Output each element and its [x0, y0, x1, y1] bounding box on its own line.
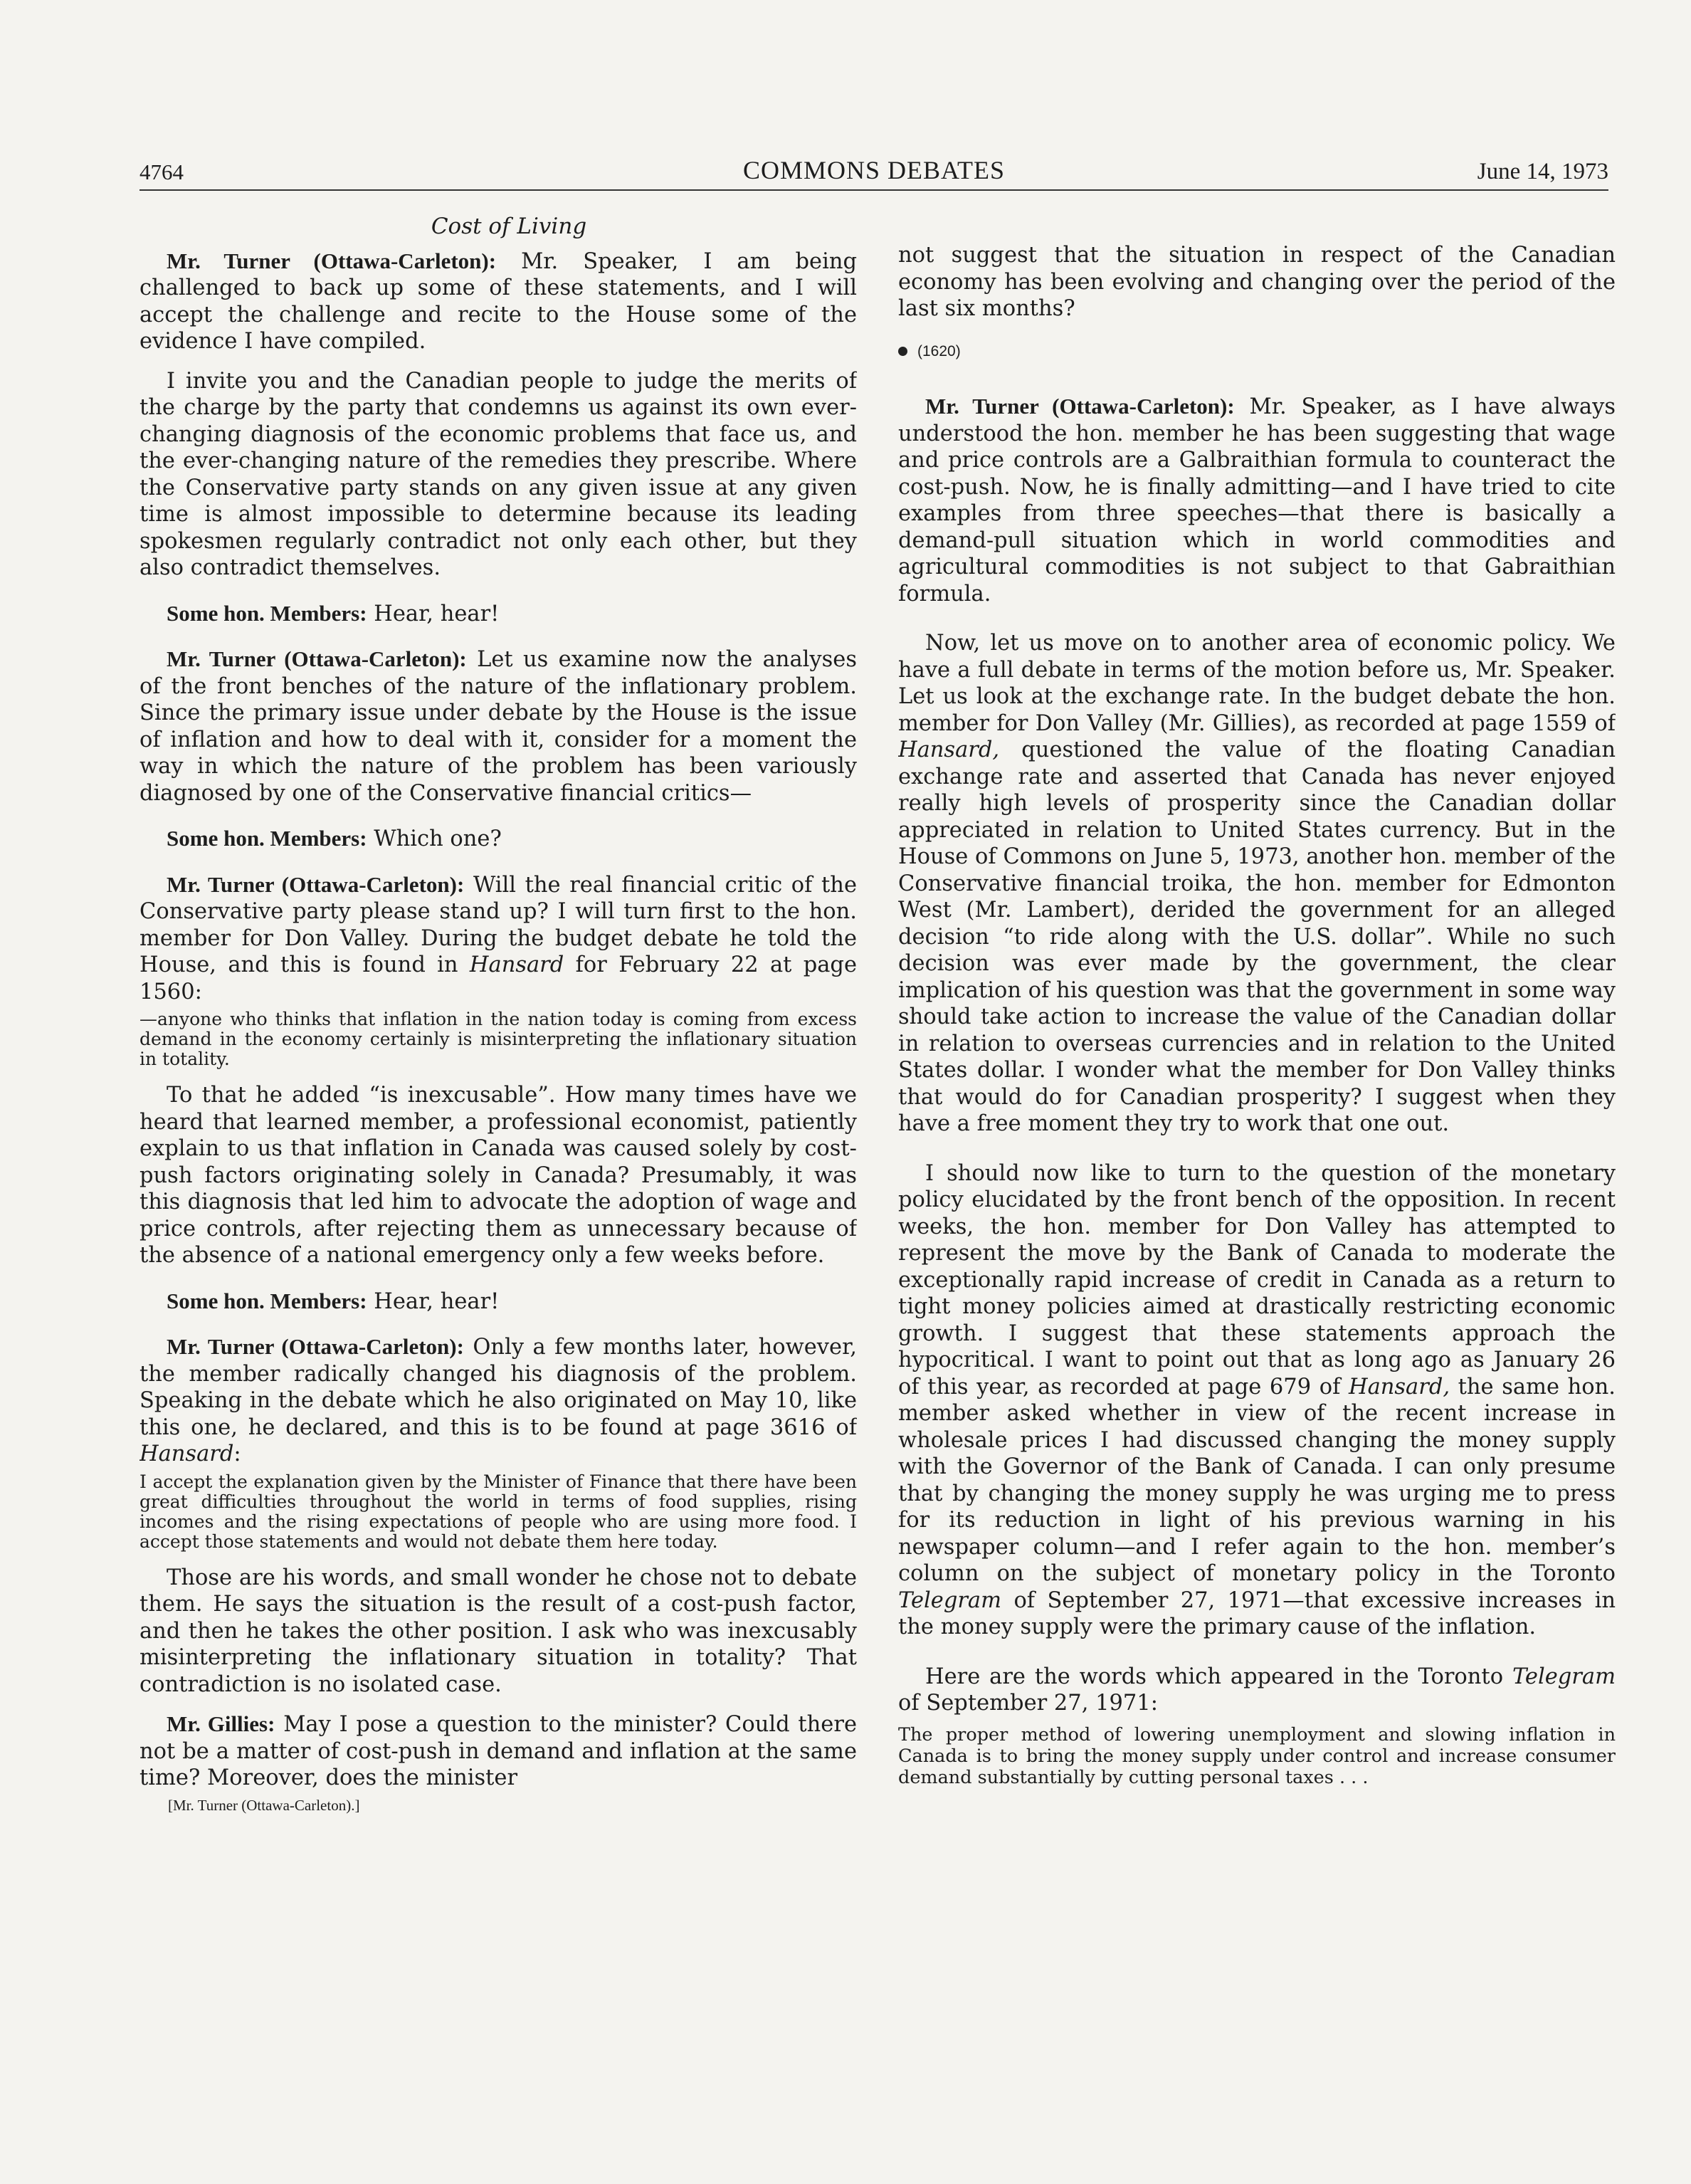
speaker-name: Some hon. Members:: [167, 600, 367, 626]
paragraph: [898, 1160, 1616, 1641]
hansard-ref: Hansard: [139, 1442, 234, 1466]
speech-text: Hear, hear!: [374, 1288, 500, 1314]
time-marker: [898, 338, 1616, 365]
speech-text: the same hon. member asked whether in view of the recent increase in wholesale prices I had discussed changing the money supply with the Governor of the Bank of Canada. I can only presume that by changing the money supply he was urging me to press for its reduction in light of his previous warning in his newspaper column—and I refer again to the hon. member’s column on the subject of monetary policy in the Toronto: [898, 1374, 1616, 1586]
speech-text: Mr. Speaker, I am being challenged to back up some of these statements, and I will accept the challenge and recite to the House some of the evidence I have compiled.: [139, 248, 857, 354]
paragraph: [139, 248, 857, 355]
speech-text: Hear, hear!: [374, 601, 500, 626]
interjection: [139, 1288, 857, 1316]
paragraph: To that he added “is inexcusable”. How many times have we heard that learned member, a professional economist, patiently explain to us that inflation in Canada was caused solely by cost-push factors originating solely in Canada? Presumably, it was this diagnosis that led him to advocate the adoption of wage and price controls, after rejecting them as unnecessary because of the absence of a national emergency only a few weeks before.: [139, 1083, 857, 1268]
paragraph: [139, 646, 857, 807]
running-footnote: [Mr. Turner (Ottawa-Carleton).]: [168, 1796, 360, 1814]
bullet-icon: [898, 347, 907, 356]
speech-text: May I pose a question to the minister? Could there not be a matter of cost-push in demand and inflation at the same time? Moreover, does the minister: [139, 1712, 857, 1790]
speech-text: Let us examine now the analyses of the front benches of the nature of the inflationary problem. Since the primary issue under debate by the House is the issue of inflation and how to deal with it, consider for a moment the way in which the nature of the problem has been variously diagnosed by one of the Conservative financial critics—: [139, 647, 857, 806]
paragraph: [139, 1711, 857, 1792]
time-stamp: (1620): [917, 342, 961, 359]
hansard-ref: Hansard,: [1348, 1374, 1450, 1400]
publication-title: COMMONS DEBATES: [742, 156, 1006, 184]
quotation: —anyone who thinks that inflation in the nation today is coming from excess demand in the economy certainly is misinterpreting the inflationary situation in totality.: [139, 1009, 857, 1069]
speech-text: Mr. Speaker, as I have always understood the hon. member he has been suggesting that wage and price controls are a Galbraithian formula to counteract the cost-push. Now, he is finally admitting—and I have tried to cite examples from three speeches—that there is basically a demand-pull situation which in world commodities and agricultural commodities is not subject to that Gabraithian formula.: [898, 394, 1616, 607]
speaker-name: Mr. Gillies:: [167, 1711, 275, 1736]
paragraph: [898, 1664, 1616, 1717]
paragraph: not suggest that the situation in respect of the Canadian economy has been evolving and changing over the period of the last six months?: [898, 243, 1616, 321]
speaker-name: Mr. Turner (Ottawa-Carleton):: [167, 871, 465, 897]
speaker-name: Mr. Turner (Ottawa-Carleton):: [925, 394, 1235, 419]
paragraph: [139, 1333, 857, 1468]
speech-text: Here are the words which appeared in the Toronto: [925, 1664, 1504, 1689]
paragraph: Those are his words, and small wonder he chose not to debate them. He says the situation is the result of a cost-push factor, and then he takes the other position. I ask who was inexcusably misinterpreting the inflationary situation in totality? That contradiction is no isolated case.: [139, 1565, 857, 1697]
page-number: 4764: [139, 159, 184, 184]
paragraph: [898, 630, 1616, 1138]
speaker-name: Mr. Turner (Ottawa-Carleton):: [167, 248, 497, 273]
paragraph: [139, 368, 857, 582]
speaker-name: Mr. Turner (Ottawa-Carleton):: [167, 1334, 464, 1359]
speech-text: I should now like to turn to the question of the monetary policy elucidated by the front bench of the opposition. In recent weeks, the hon. member for Don Valley has attempted to represent the move by the Bank of Canada to moderate the exceptionally rapid increase of credit in Canada as a return to tight money policies aimed at drastically restricting economic growth. I suggest that these statements approach the hypocritical. I want to point out that as long ago as January 26 of this year, as recorded at page 679 of: [898, 1160, 1616, 1400]
speech-text: :: [233, 1442, 241, 1466]
speech-text: Which one?: [374, 826, 502, 851]
speech-text: Now, let us move on to another area of economic policy. We have a full debate in terms of the motion before us, Mr. Speaker. Let us look at the exchange rate. In the budget debate the hon. member for Don Valley (Mr. Gillies), as recorded at page 1559 of: [898, 631, 1616, 736]
left-column: [139, 214, 857, 1979]
interjection: [139, 600, 857, 628]
quotation: The proper method of lowering unemployment and slowing inflation in Canada is to bring the money supply under control and increase consumer demand substantially by cutting personal taxes . . .: [898, 1723, 1616, 1788]
speech-text: Only a few months later, however, the member radically changed his diagnosis of the problem. Speaking in the debate which he also originated on May 10, like this one, he declared, and this is to be found at page 3616 of: [139, 1335, 857, 1440]
quotation: I accept the explanation given by the Minister of Finance that there have been great difficulties throughout the world in terms of food supplies, rising incomes and the rising expectations of people who are using more food. I accept those statements and would not debate them here today.: [139, 1471, 857, 1552]
speech-text: Will the real financial critic of the Conservative party please stand up? I will turn first to the hon. member for Don Valley. During the budget debate he told the House, and this is found in: [139, 872, 857, 977]
newspaper-name: Telegram: [1512, 1664, 1616, 1689]
speech-text: of September 27, 1971—that excessive increases in the money supply were the primary cause of the inflation.: [898, 1587, 1616, 1639]
hansard-ref: Hansard: [469, 952, 564, 977]
speaker-name: Some hon. Members:: [167, 826, 367, 851]
speech-text: of September 27, 1971:: [898, 1691, 1158, 1716]
speaker-name: Mr. Turner (Ottawa-Carleton):: [167, 646, 467, 671]
interjection: [139, 825, 857, 853]
speech-text: I invite you and the Canadian people to judge the merits of the charge by the party that condemns us against its own ever-changing diagnosis of the economic problems that face us, and the ever-changing nature of the remedies they prescribe. Where the Conservative party stands on any given issue at any given time is almost impossible to determine because its leading spokesmen regularly contradict not only each other, but they also contradict themselves.: [139, 368, 857, 580]
page-header: [139, 147, 1608, 191]
speaker-name: Some hon. Members:: [167, 1288, 367, 1313]
paragraph: [139, 871, 857, 1006]
newspaper-name: Telegram: [898, 1587, 1002, 1613]
speech-text: for February 22 at page 1560:: [139, 952, 857, 1004]
speech-text: questioned the value of the floating Canadian exchange rate and asserted that Canada has never enjoyed really high levels of prosperity since the Canadian dollar appreciated in relation to United States currency. But in the House of Commons on June 5, 1973, another hon. member of the Conservative financial troika, the hon. member for Edmonton West (Mr. Lambert), derided the government for an alleged decision “to ride along with the U.S. dollar”. While no such decision was ever made by the government, the clear implication of his question was that the government in some way should take action to increase the value of the Canadian dollar in relation to overseas currencies and in relation to the United States dollar. I wonder what the member for Don Valley thinks that would do for Canadian prosperity? I suggest when they have a free moment they try to work that one out.: [898, 737, 1616, 1136]
right-column: [898, 242, 1616, 2007]
paragraph: [898, 393, 1616, 607]
issue-date: June 14, 1973: [1477, 159, 1608, 184]
hansard-ref: Hansard,: [898, 737, 1000, 762]
section-title: Cost of Living: [431, 214, 587, 239]
